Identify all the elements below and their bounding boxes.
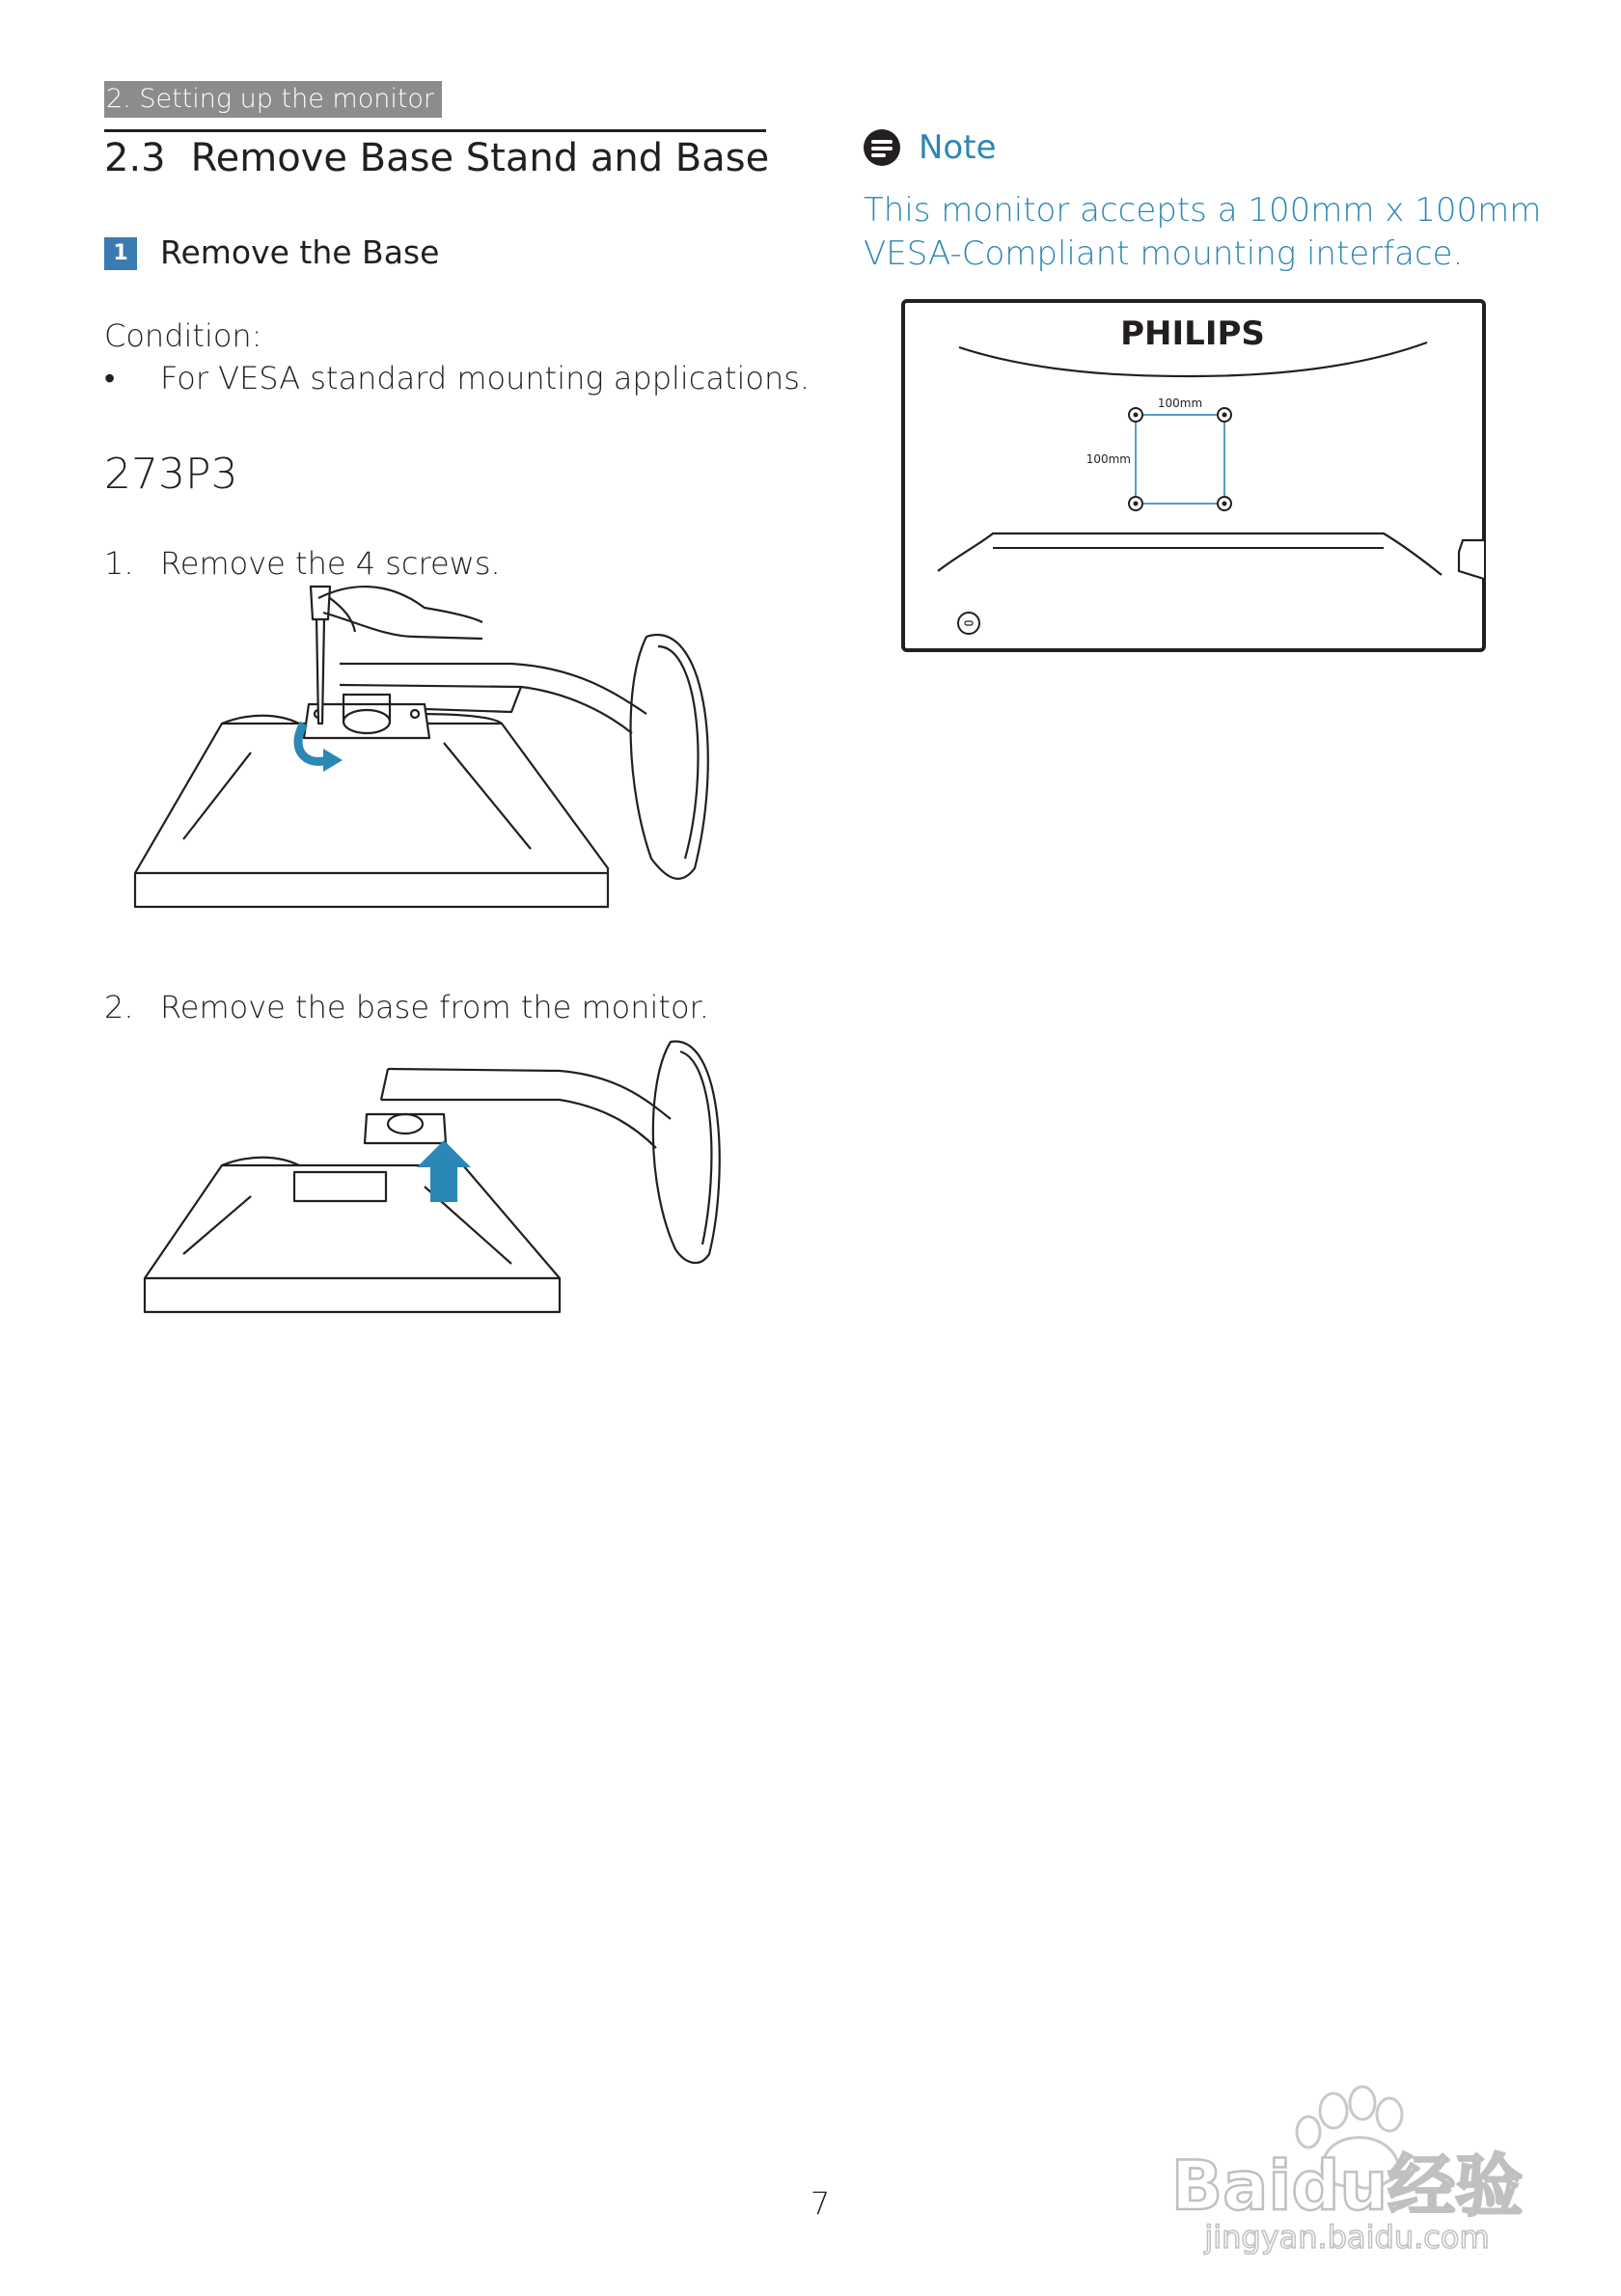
instruction-2-text: Remove the base from the monitor. <box>160 989 709 1025</box>
section-number: 2.3 <box>104 136 166 180</box>
vesa-diagram <box>901 299 1486 656</box>
section-heading <box>104 131 769 185</box>
note-title: Note <box>919 128 997 167</box>
baidu-watermark <box>1154 2064 1540 2257</box>
breadcrumb: 2. Setting up the monitor <box>104 81 442 118</box>
dimension-vertical: 100mm <box>1085 452 1131 466</box>
instruction-2-number: 2. <box>104 989 134 1025</box>
remove-screws-illustration <box>125 579 724 926</box>
condition-item: For VESA standard mounting applications. <box>160 360 810 396</box>
dimension-horizontal: 100mm <box>1157 396 1203 410</box>
step-badge: 1 <box>104 237 137 270</box>
condition-label: Condition: <box>104 317 262 354</box>
note-icon <box>864 129 900 166</box>
model-name: 273P3 <box>104 450 238 499</box>
instruction-1-text: Remove the 4 screws. <box>160 545 501 582</box>
section-title: Remove Base Stand and Base <box>190 136 770 180</box>
remove-base-illustration <box>135 1023 733 1351</box>
note-text-line-2: VESA-Compliant mounting interface. <box>864 234 1464 273</box>
note-text-line-1: This monitor accepts a 100mm x 100mm <box>864 191 1542 230</box>
page-number: 7 <box>810 2185 831 2222</box>
watermark-url: jingyan.baidu.com <box>1204 2219 1490 2255</box>
brand-label: PHILIPS <box>1120 314 1265 353</box>
step-title: Remove the Base <box>160 233 440 271</box>
watermark-logo: Baidu经验 <box>1170 2146 1524 2226</box>
condition-bullet: • <box>104 360 116 396</box>
instruction-1-number: 1. <box>104 545 134 582</box>
